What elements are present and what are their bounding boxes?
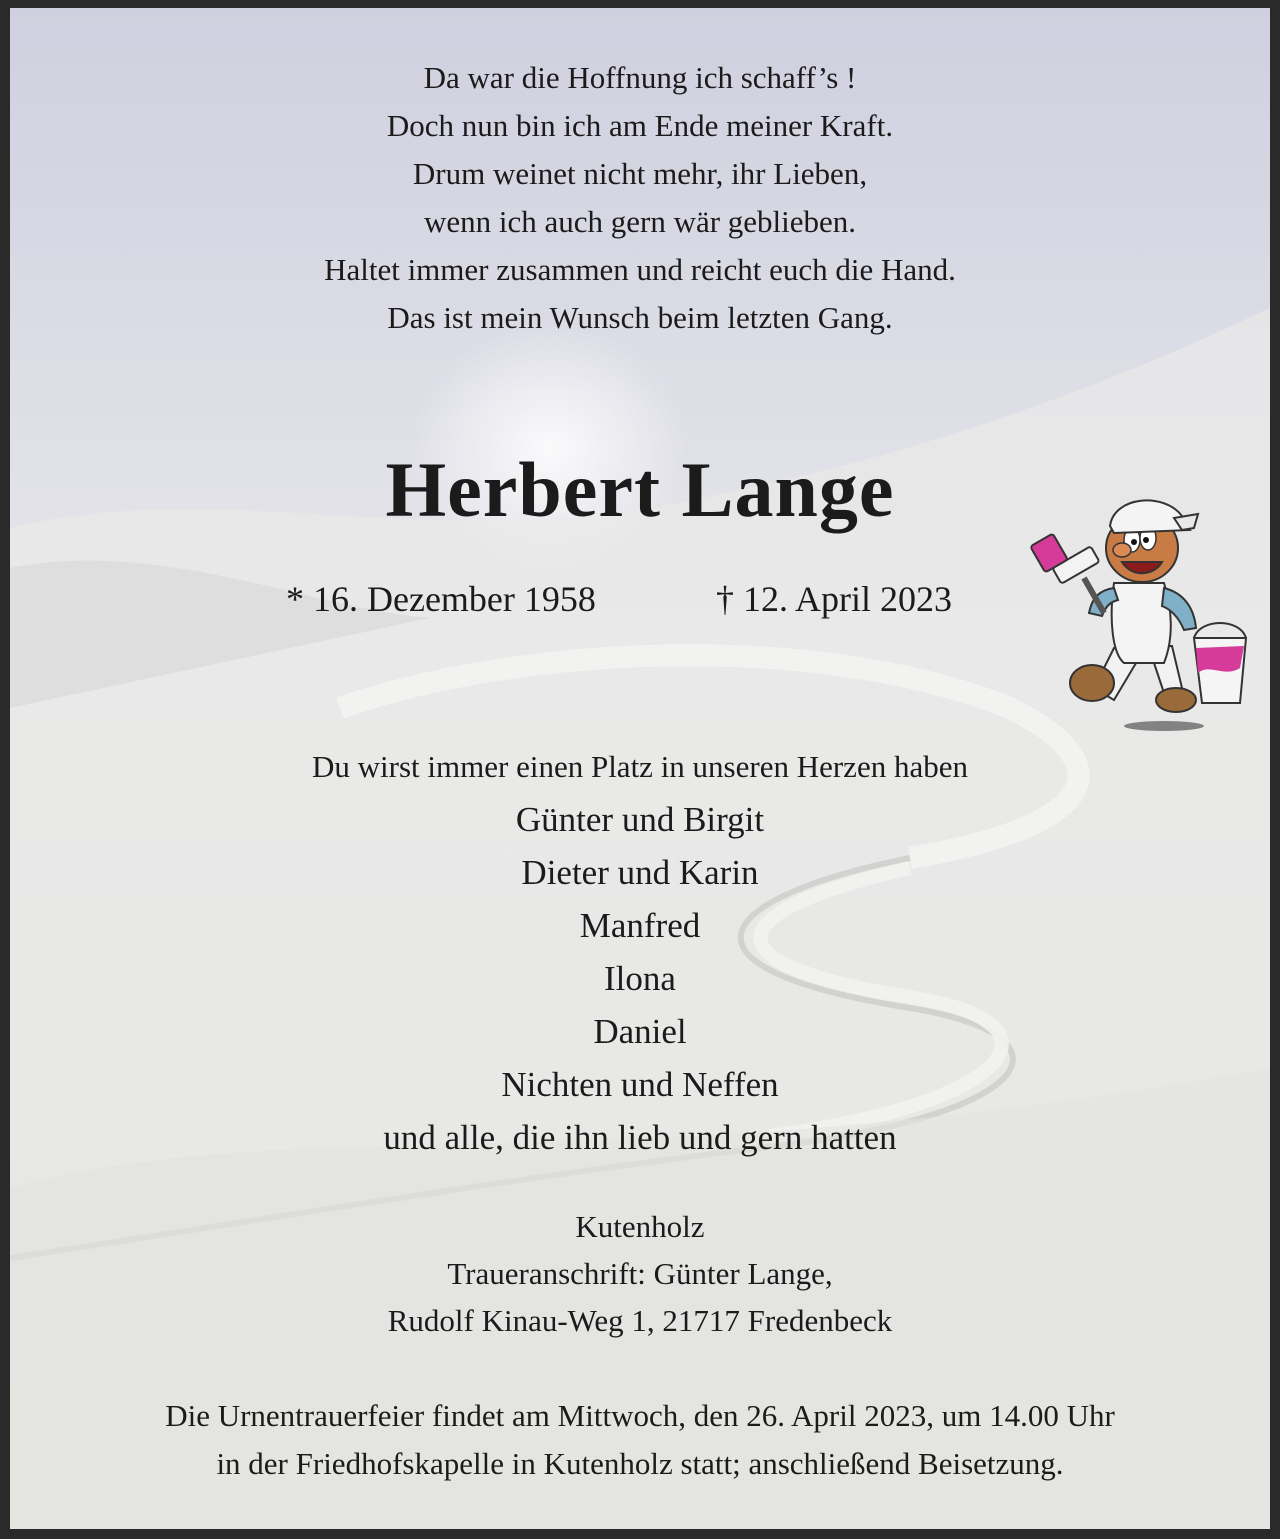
- poem-line: Da war die Hoffnung ich schaff’s !: [423, 60, 857, 95]
- poem-line: Doch nun bin ich am Ende meiner Kraft.: [386, 108, 894, 143]
- deceased-name: Herbert Lange: [385, 446, 895, 533]
- tribute-line: Du wirst immer einen Platz in unseren Herzen haben: [312, 749, 968, 784]
- mourning-address: [10, 1203, 1270, 1344]
- mourner-name: Manfred: [579, 906, 701, 945]
- mourner-name: Daniel: [593, 1012, 687, 1051]
- poem-line: Das ist mein Wunsch beim letzten Gang.: [387, 300, 893, 335]
- mourner-name: Nichten und Neffen: [501, 1065, 779, 1104]
- poem-line: Drum weinet nicht mehr, ihr Lieben,: [412, 156, 868, 191]
- funeral-service-info: [10, 1392, 1270, 1488]
- mourner-name: und alle, die ihn lieb und gern hatten: [383, 1118, 897, 1157]
- mourner-name: Günter und Birgit: [515, 800, 765, 839]
- mourner-name: Dieter und Karin: [521, 853, 759, 892]
- birth-date: * 16. Dezember 1958: [286, 579, 596, 619]
- address-line: Kutenholz: [575, 1209, 705, 1244]
- mourners-section: [10, 741, 1270, 1164]
- service-line: in der Friedhofskapelle in Kutenholz statt; anschließend Beisetzung.: [216, 1446, 1064, 1481]
- service-line: Die Urnentrauerfeier findet am Mittwoch, den 26. April 2023, um 14.00 Uhr: [165, 1398, 1115, 1433]
- address-line: Rudolf Kinau-Weg 1, 21717 Fredenbeck: [387, 1303, 893, 1338]
- death-date: † 12. April 2023: [716, 579, 953, 619]
- obituary-card: [10, 8, 1270, 1529]
- mourner-name: Ilona: [604, 959, 676, 998]
- address-line: Traueranschrift: Günter Lange,: [447, 1256, 833, 1291]
- painter-cartoon-icon: [1014, 478, 1270, 738]
- poem: [10, 54, 1270, 342]
- poem-line: Haltet immer zusammen und reicht euch die Hand.: [324, 252, 956, 287]
- poem-line: wenn ich auch gern wär geblieben.: [423, 204, 857, 239]
